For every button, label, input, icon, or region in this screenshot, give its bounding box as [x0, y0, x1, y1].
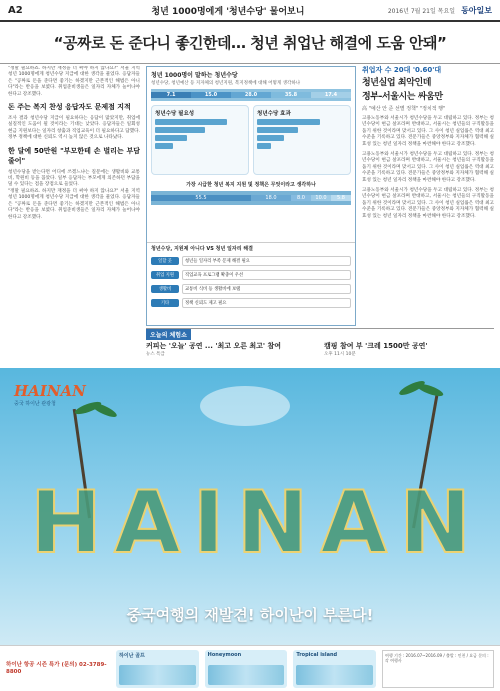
bar-segment: 7.1	[151, 92, 191, 98]
palm-leaf	[415, 381, 444, 398]
item-value: 직업교육 프로그램 확충이 우선	[182, 270, 351, 280]
series-title: 청년 1000명에게 '청년수당' 물어보니	[151, 6, 305, 17]
newspaper-logo: 동아일보	[461, 4, 492, 15]
subhead: 한 달에 50만원 "부모한테 손 벌리는 부담 줄어"	[8, 146, 140, 165]
article-columns	[0, 66, 500, 366]
news-strip	[146, 328, 494, 366]
list-item	[147, 254, 355, 268]
bar	[257, 143, 271, 149]
tour-card-label: Honeymoon	[207, 651, 242, 658]
article-body: 고용노동부와 서울시가 청년수당을 두고 대립하고 있다. 정부는 청년수당이 현금 살포라며 반대하고, 서울시는 청년들의 구직활동을 돕기 위한 것이라며 맞서고 있다. 그 사이 청년 실업률은 역대 최고 수준을 기록하고 있다. 전문가들은 중앙정부와 지자체가 협력해 실효성 있는 청년 일자리 정책을 마련해야 한다고 강조했다.	[362, 152, 494, 183]
list-item	[147, 282, 355, 296]
news-item-meta: 오후 11시 10분	[324, 352, 356, 357]
bar-segment: 35.8	[271, 92, 311, 98]
subhead: 돈 주는 복지 찬성 응답자도 문제점 지적	[8, 103, 131, 112]
section-label: A2	[8, 4, 23, 16]
infographic-panels	[151, 105, 351, 175]
infographic-second-title: 가장 시급한 청년 복지 지원 및 정책은 무엇이라고 생각하나	[186, 182, 316, 188]
bar	[257, 127, 298, 133]
bar	[257, 135, 284, 141]
ad-brand-logo: HAINAN	[14, 382, 86, 400]
bar-segment: 10.0	[311, 195, 331, 201]
list-item	[147, 296, 355, 310]
article-headline: 청년실업 최악인데	[362, 78, 432, 88]
top-bar	[0, 0, 500, 22]
bar-segment: 18.0	[251, 195, 291, 201]
ad-tagline: 중국여행의 재발견! 하이난이 부른다!	[126, 606, 374, 624]
list-item	[147, 268, 355, 282]
ad-info-table: 여행 기간 : 2016.07~2016.09 / 출발 : 인천 / 요금 문의 : 각 여행사	[382, 650, 494, 688]
bar	[257, 119, 320, 125]
news-strip-header	[146, 329, 494, 340]
article-headline: 정부-서울시는 싸움만	[362, 92, 443, 102]
news-strip-tag: 오늘의 체험쇼	[146, 329, 191, 340]
issue-date: 2016년 7월 21일 목요일	[387, 7, 456, 15]
stacked-bar-2	[151, 191, 351, 205]
infographic-subtitle: 청년수당, 청년예산 등 지자체의 청년지원, 복지정책에 대해 어떻게 생각하나	[151, 81, 301, 86]
bar	[155, 143, 173, 149]
palm-leaf	[90, 400, 119, 419]
bar	[155, 119, 227, 125]
bar-segment: 55.5	[151, 195, 251, 201]
infographic-bottom	[147, 242, 355, 325]
panel-title: 청년수당 필요성	[155, 111, 195, 117]
bar-segment: 17.4	[311, 92, 351, 98]
article-body: 고용노동부와 서울시가 청년수당을 두고 대립하고 있다. 정부는 청년수당이 현금 살포라며 반대하고, 서울시는 청년들의 구직활동을 돕기 위한 것이라며 맞서고 있다. 그 사이 청년 실업률은 역대 최고 수준을 기록하고 있다. 전문가들은 중앙정부와 지자체가 협력해 실효성 있는 청년 일자리 정책을 마련해야 한다고 강조했다.	[362, 116, 494, 147]
tour-card-label: 하이난 골프	[119, 652, 145, 659]
panel-title: 청년수당 효과	[257, 111, 291, 117]
tour-card[interactable]	[293, 650, 376, 688]
bar	[155, 127, 205, 133]
bar-segment: 15.0	[191, 92, 231, 98]
stacked-bar	[151, 89, 351, 101]
news-item[interactable]	[324, 342, 494, 357]
tour-card[interactable]	[205, 650, 288, 688]
item-value: 교통비 식비 등 생활비에 보탬	[182, 284, 351, 294]
bar-segment: 28.0	[231, 92, 271, 98]
ad-big-title: HAINAN	[30, 473, 484, 573]
bar-segment: 5.8	[331, 195, 351, 201]
ad-contact: 하이난 항공 시즌 특가 (문의) 02-3789-8800	[6, 661, 107, 675]
tour-card[interactable]	[116, 650, 199, 688]
cloud-shape	[200, 386, 290, 426]
paragraph: "정말 필요하죠. 하지만 재정을 더 써야 하지 않나요?" 서울 지역 청년 1000명에게 청년수당 지급에 대한 생각을 물었다. 응답자들은 "공짜로 돈을 준다면 좋기는 하겠지만 근본적인 해법은 아니다"라는 반응을 보였다. 취업준비생들은 일자리 자체가 늘어나야 한다고 강조했다.	[8, 66, 140, 97]
main-headline: “공짜로 돈 준다니 좋긴한데… 청년 취업난 해결에 도움 안돼”	[0, 22, 500, 64]
bar	[155, 135, 187, 141]
tour-card-label: Tropical island	[296, 651, 338, 658]
news-strip-items	[146, 342, 494, 357]
article-note: 高 "예산 안 준 선별 정책" "정치적 행"	[362, 106, 446, 112]
paragraph: 청년수당을 받는다면 어디에 쓰겠느냐는 질문에는 생활비와 교통비, 학원비 등을 꼽았다. 일부 응답자는 부모에게 의존하던 부담을 덜 수 있다는 점을 장점으로 들었다.	[8, 169, 140, 188]
panel-right	[253, 105, 351, 175]
kicker: 취업자 수 20대 '0.60'대	[362, 66, 442, 74]
panel-left	[151, 105, 249, 175]
article-body: 고용노동부와 서울시가 청년수당을 두고 대립하고 있다. 정부는 청년수당이 현금 살포라며 반대하고, 서울시는 청년들의 구직활동을 돕기 위한 것이라며 맞서고 있다. 그 사이 청년 실업률은 역대 최고 수준을 기록하고 있다. 전문가들은 중앙정부와 지자체가 협력해 실효성 있는 청년 일자리 정책을 마련해야 한다고 강조했다.	[362, 188, 494, 219]
item-key: 생활비	[151, 285, 179, 293]
item-value: 청년들 일자리 부족 문제 해결 필요	[182, 256, 351, 266]
news-item-meta: 뉴스 특급	[146, 352, 165, 357]
bar-segment: 8.0	[291, 195, 311, 201]
right-article	[362, 66, 494, 366]
infographic-bottom-header: 청년수당, 지원제 아니다 VS 청년 일자리 해결	[151, 246, 253, 252]
ad-footer	[0, 645, 500, 691]
item-value: 정책 신뢰도 제고 필요	[182, 298, 351, 308]
item-key: 일할 곳	[151, 257, 179, 265]
item-key: 취업 지원	[151, 271, 179, 279]
news-item[interactable]	[146, 342, 316, 357]
article-column-1	[8, 66, 140, 366]
paragraph: "정말 필요하죠. 하지만 재정을 더 써야 하지 않나요?" 서울 지역 청년 1000명에게 청년수당 지급에 대한 생각을 물었다. 응답자들은 "공짜로 돈을 준다면 좋기는 하겠지만 근본적인 해법은 아니다"라는 반응을 보였다. 취업준비생들은 일자리 자체가 늘어나야 한다고 강조했다.	[8, 188, 140, 220]
hainan-advertisement[interactable]	[0, 368, 500, 691]
infographic-title: 청년 1000명이 말하는 청년수당	[151, 72, 238, 79]
infographic	[146, 66, 356, 326]
news-item-title: 캠핑 참여 부 '크레 1500만 공연'	[324, 342, 428, 350]
item-key: 기타	[151, 299, 179, 307]
ad-brand-sub: 중국 하이난 관광청	[14, 401, 56, 407]
news-item-title: 커피는 '오늘' 공연 ... '최고 오른 최고' 참여	[146, 342, 282, 350]
paragraph: 조사 결과 청년수당 지급이 필요하다는 응답이 많았지만, 취업에 실질적인 도움이 될 것이라는 기대는 낮았다. 응답자들은 일회성 현금 지원보다는 일자리 창출과 직업교육이 더 필요하다고 답했다. 정부 정책에 대한 신뢰도 역시 높지 않은 것으로 나타났다.	[8, 116, 140, 141]
